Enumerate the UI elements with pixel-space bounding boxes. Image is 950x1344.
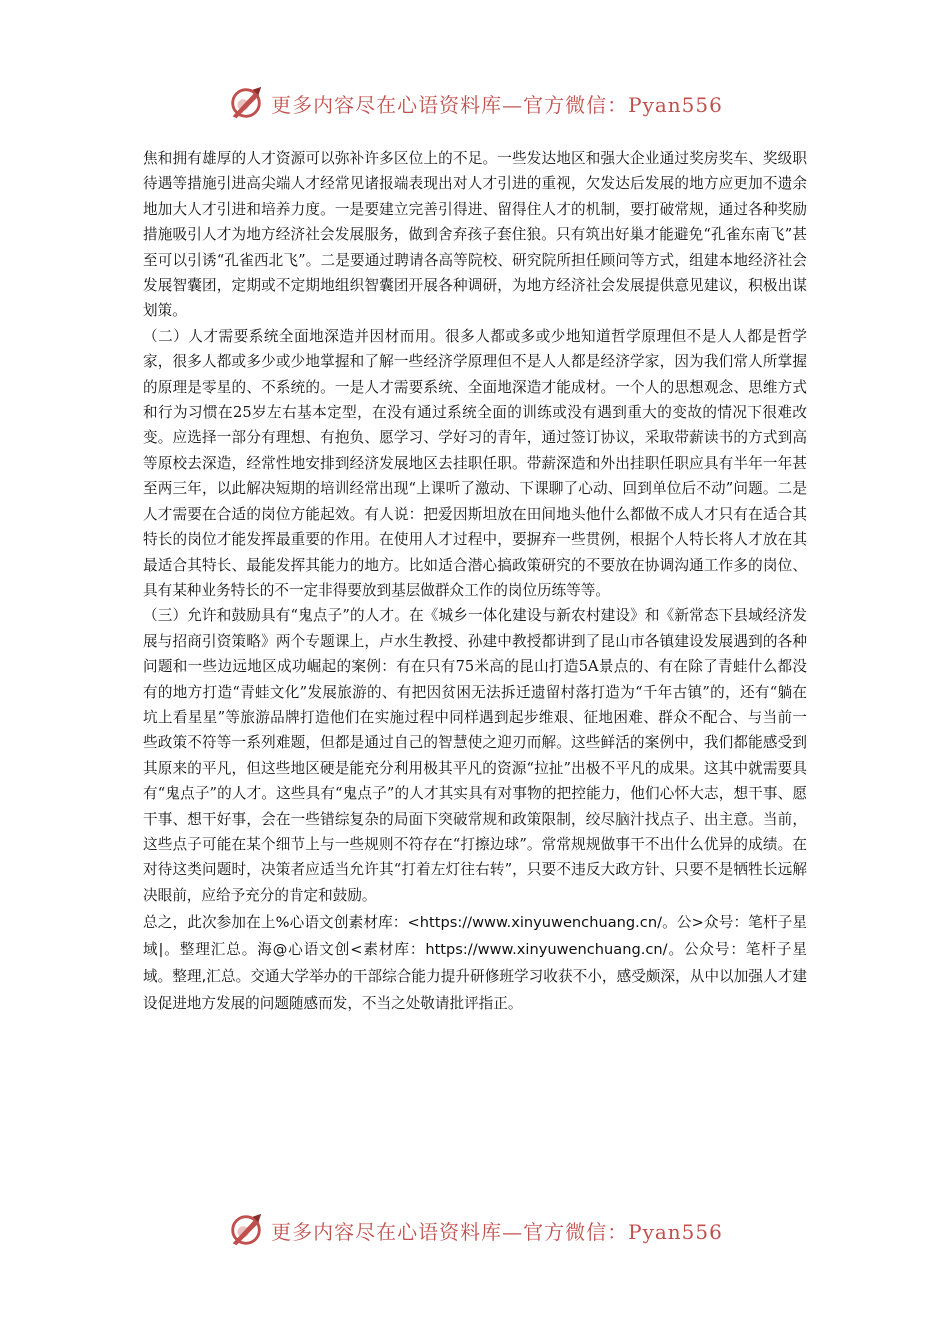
header-banner xyxy=(0,80,950,126)
paragraph-section-3: （三）允许和鼓励具有“鬼点子”的人才。在《城乡一体化建设与新农村建设》和《新常态下县域经济发展与招商引资策略》两个专题课上，卢水生教授、孙建中教授都讲到了昆山市各镇建设发展遇到的各种问题和一些边远地区成功崛起的案例：有在只有75米高的昆山打造5A景点的、有在除了青蛙什么都没有的地方打造“青蛙文化”发展旅游的、有把因贫困无法拆迁遗留村落打造为“千年古镇”的，还有“躺在坑上看星星”等旅游品牌打造他们在实施过程中同样遇到起步维艰、征地困难、群众不配合、与当前一些政策不符等一系列难题，但都是通过自己的智慧使之迎刃而解。这些鲜活的案例中，我们都能感受到其原来的平凡，但这些地区硬是能充分利用极其平凡的资源“拉扯”出极不平凡的成果。这其中就需要具有“鬼点子”的人才。这些具有“鬼点子”的人才其实具有对事物的把控能力，他们心怀大志，想干事、愿干事、想干好事，会在一些错综复杂的局面下突破常规和政策限制，绞尽脑汁找点子、出主意。当前，这些点子可能在某个细节上与一些规则不符存在“打擦边球”。常常规规做事干不出什么优异的成绩。在对待这类问题时，决策者应适当允许其“打着左灯往右转”，只要不违反大政方针、只要不是牺牲长远解决眼前，应给予充分的肯定和鼓励。 xyxy=(143,607,807,904)
pen-circle-logo-icon xyxy=(227,84,265,122)
footer-banner xyxy=(0,1207,950,1253)
paragraph-closing: 总之，此次参加在上%心语文创素材库：<https://www.xinyuwenchuang.cn/。公>众号：笔杆子星域|。整理汇总。海@心语文创<素材库：https://www.xinyuwenchuang.cn/。公众号：笔杆子星域。整理,汇总。交通大学举办的干部综合能力提升研修班学习收获不小，感受颇深，从中以加强人才建设促进地方发展的问题随感而发，不当之处敬请批评指正。 xyxy=(143,914,807,1013)
document-body xyxy=(143,146,807,1017)
banner-text: 更多内容尽在心语资料库—官方微信：Pyan556 xyxy=(271,92,723,117)
banner-text: 更多内容尽在心语资料库—官方微信：Pyan556 xyxy=(271,1219,723,1244)
paragraph-section-2: （二）人才需要系统全面地深造并因材而用。很多人都或多或少地知道哲学原理但不是人人都是哲学家，很多人都或多少或少地掌握和了解一些经济学原理但不是人人都是经济学家，因为我们常人所掌握的原理是零星的、不系统的。一是人才需要系统、全面地深造才能成材。一个人的思想观念、思维方式和行为习惯在25岁左右基本定型，在没有通过系统全面的训练或没有遇到重大的变故的情况下很难改变。应选择一部分有理想、有抱负、愿学习、学好习的青年，通过签订协议，采取带薪读书的方式到高等原校去深造，经常性地安排到经济发展地区去挂职任职。带薪深造和外出挂职任职应具有半年一年甚至两三年，以此解决短期的培训经常出现“上课听了激动、下课聊了心动、回到单位后不动”问题。二是人才需要在合适的岗位方能起效。有人说：把爱因斯坦放在田间地头他什么都做不成人才只有在适合其特长的岗位才能发挥最重要的作用。在使用人才过程中，要摒弃一些贯例，根据个人特长将人才放在其最适合其特长、最能发挥其能力的地方。比如适合潜心搞政策研究的不要放在协调沟通工作多的岗位、具有某种业务特长的不一定非得要放到基层做群众工作的岗位历练等等。 xyxy=(143,327,807,599)
paragraph-talent-introduction: 焦和拥有雄厚的人才资源可以弥补许多区位上的不足。一些发达地区和强大企业通过奖房奖车、奖级职待遇等措施引进高尖端人才经常见诸报端表现出对人才引进的重视，欠发达后发展的地方应更加不遗余地加大人才引进和培养力度。一是要建立完善引得进、留得住人才的机制，要打破常规，通过各种奖励措施吸引人才为地方经济社会发展服务，做到舍弃孩子套住狼。只有筑出好巢才能避免“孔雀东南飞”甚至可以引诱“孔雀西北飞”。二是要通过聘请各高等院校、研究院所担任顾问等方式，组建本地经济社会发展智囊团，定期或不定期地组织智囊团开展各种调研，为地方经济社会发展提供意见建议，积极出谋划策。 xyxy=(143,150,807,320)
pen-circle-logo-icon xyxy=(227,1211,265,1249)
